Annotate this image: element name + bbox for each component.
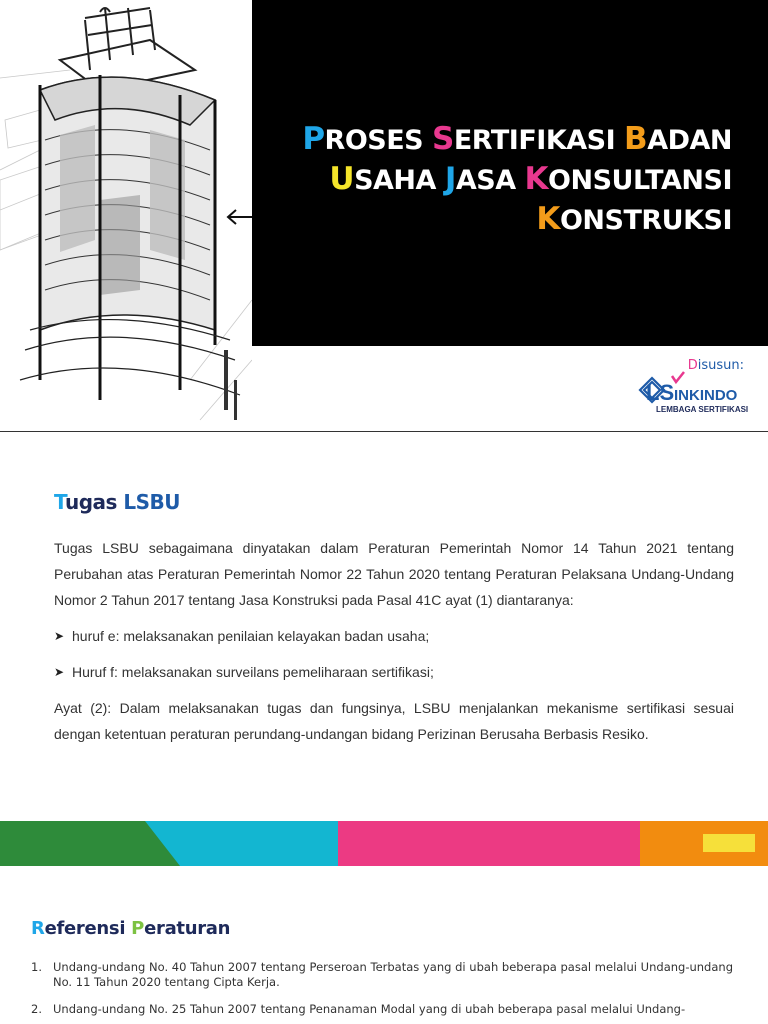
bullet-item [54, 659, 734, 685]
list-item-number: 1. [31, 960, 42, 974]
references-slide [0, 866, 768, 1024]
svg-text:LEMBAGA SERTIFIKASI: LEMBAGA SERTIFIKASI [656, 405, 749, 414]
svg-text:INKINDO: INKINDO [674, 387, 738, 404]
list-item-text: Undang-undang No. 40 Tahun 2007 tentang Perseroan Terbatas yang di ubah beberapa pasal melalui Undang-undang No. 11 Tahun 2020 tentang Cipta Kerja. [53, 960, 733, 989]
title-word: ROSES [324, 125, 433, 156]
references-heading-p: P [131, 918, 145, 939]
title-initial: U [329, 161, 355, 197]
references-heading-r: R [31, 918, 45, 939]
title-line [302, 200, 732, 240]
presentation-title [302, 120, 732, 240]
author-label-rest: isusun: [697, 358, 744, 373]
title-word: SAHA [354, 165, 445, 196]
title-initial: J [444, 161, 456, 197]
bullet-item [54, 623, 734, 649]
tasks-closing-paragraph: Ayat (2): Dalam melaksanakan tugas dan fungsinya, LSBU menjalankan mekanisme sertifikasi sesuai dengan ketentuan peraturan perundang-undangan bidang Perizinan Berusaha Berbasis Resiko. [54, 700, 734, 742]
color-band-segment [338, 821, 640, 866]
title-word: ONSULTANSI [548, 165, 732, 196]
color-band-segment [703, 834, 755, 852]
tasks-body [54, 535, 734, 747]
list-item [31, 1002, 733, 1017]
list-item-text: Undang-undang No. 25 Tahun 2007 tentang Penanaman Modal yang di ubah beberapa pasal melalui Undang- [53, 1002, 686, 1016]
title-initial: S [432, 121, 454, 157]
title-word: ERTIFIKASI [453, 125, 625, 156]
tasks-heading [54, 490, 180, 514]
building-sketch-image [0, 0, 252, 432]
title-initial: K [536, 201, 560, 237]
title-word: ASA [455, 165, 525, 196]
title-initial: K [524, 161, 549, 197]
title-word: ADAN [647, 125, 732, 156]
references-heading-p-rest: eraturan [144, 918, 231, 939]
title-initial: P [302, 121, 325, 157]
title-line [302, 120, 732, 160]
bullet-text: Huruf f: melaksanakan surveilans pemeliharaan sertifikasi; [72, 664, 434, 680]
title-word: ONSTRUKSI [559, 205, 732, 236]
color-band [0, 821, 768, 866]
tasks-intro-paragraph: Tugas LSBU sebagaimana dinyatakan dalam Peraturan Pemerintah Nomor 14 Tahun 2021 tentang Perubahan atas Peraturan Pemerintah Nomor 22 Tahun 2020 tentang Peraturan Pelaksana Undang-Undang Nomor 2 Tahun 2017 tentang Jasa Konstruksi pada Pasal 41C ayat (1) diantaranya: [54, 540, 734, 608]
tasks-slide [0, 432, 768, 866]
author-label-first-letter: D [687, 358, 698, 373]
lsinkindo-logo [638, 370, 750, 416]
list-item-number: 2. [31, 1002, 42, 1016]
arrowhead-bullet-icon: ➤ [54, 665, 65, 679]
references-heading [31, 918, 230, 939]
bullet-text: huruf e: melaksanakan penilaian kelayakan badan usaha; [72, 628, 430, 644]
list-item [31, 960, 733, 990]
logo-wordmark: LS [646, 380, 675, 405]
tasks-heading-lsbu: LSBU [123, 490, 181, 514]
references-list [31, 960, 733, 1024]
tasks-heading-rest: ugas [64, 490, 124, 514]
cover-slide [0, 0, 768, 432]
references-heading-r-rest: eferensi [44, 918, 132, 939]
tasks-heading-first-letter: T [54, 490, 65, 514]
title-initial: B [624, 121, 648, 157]
title-line [302, 160, 732, 200]
arrowhead-bullet-icon: ➤ [54, 629, 65, 643]
